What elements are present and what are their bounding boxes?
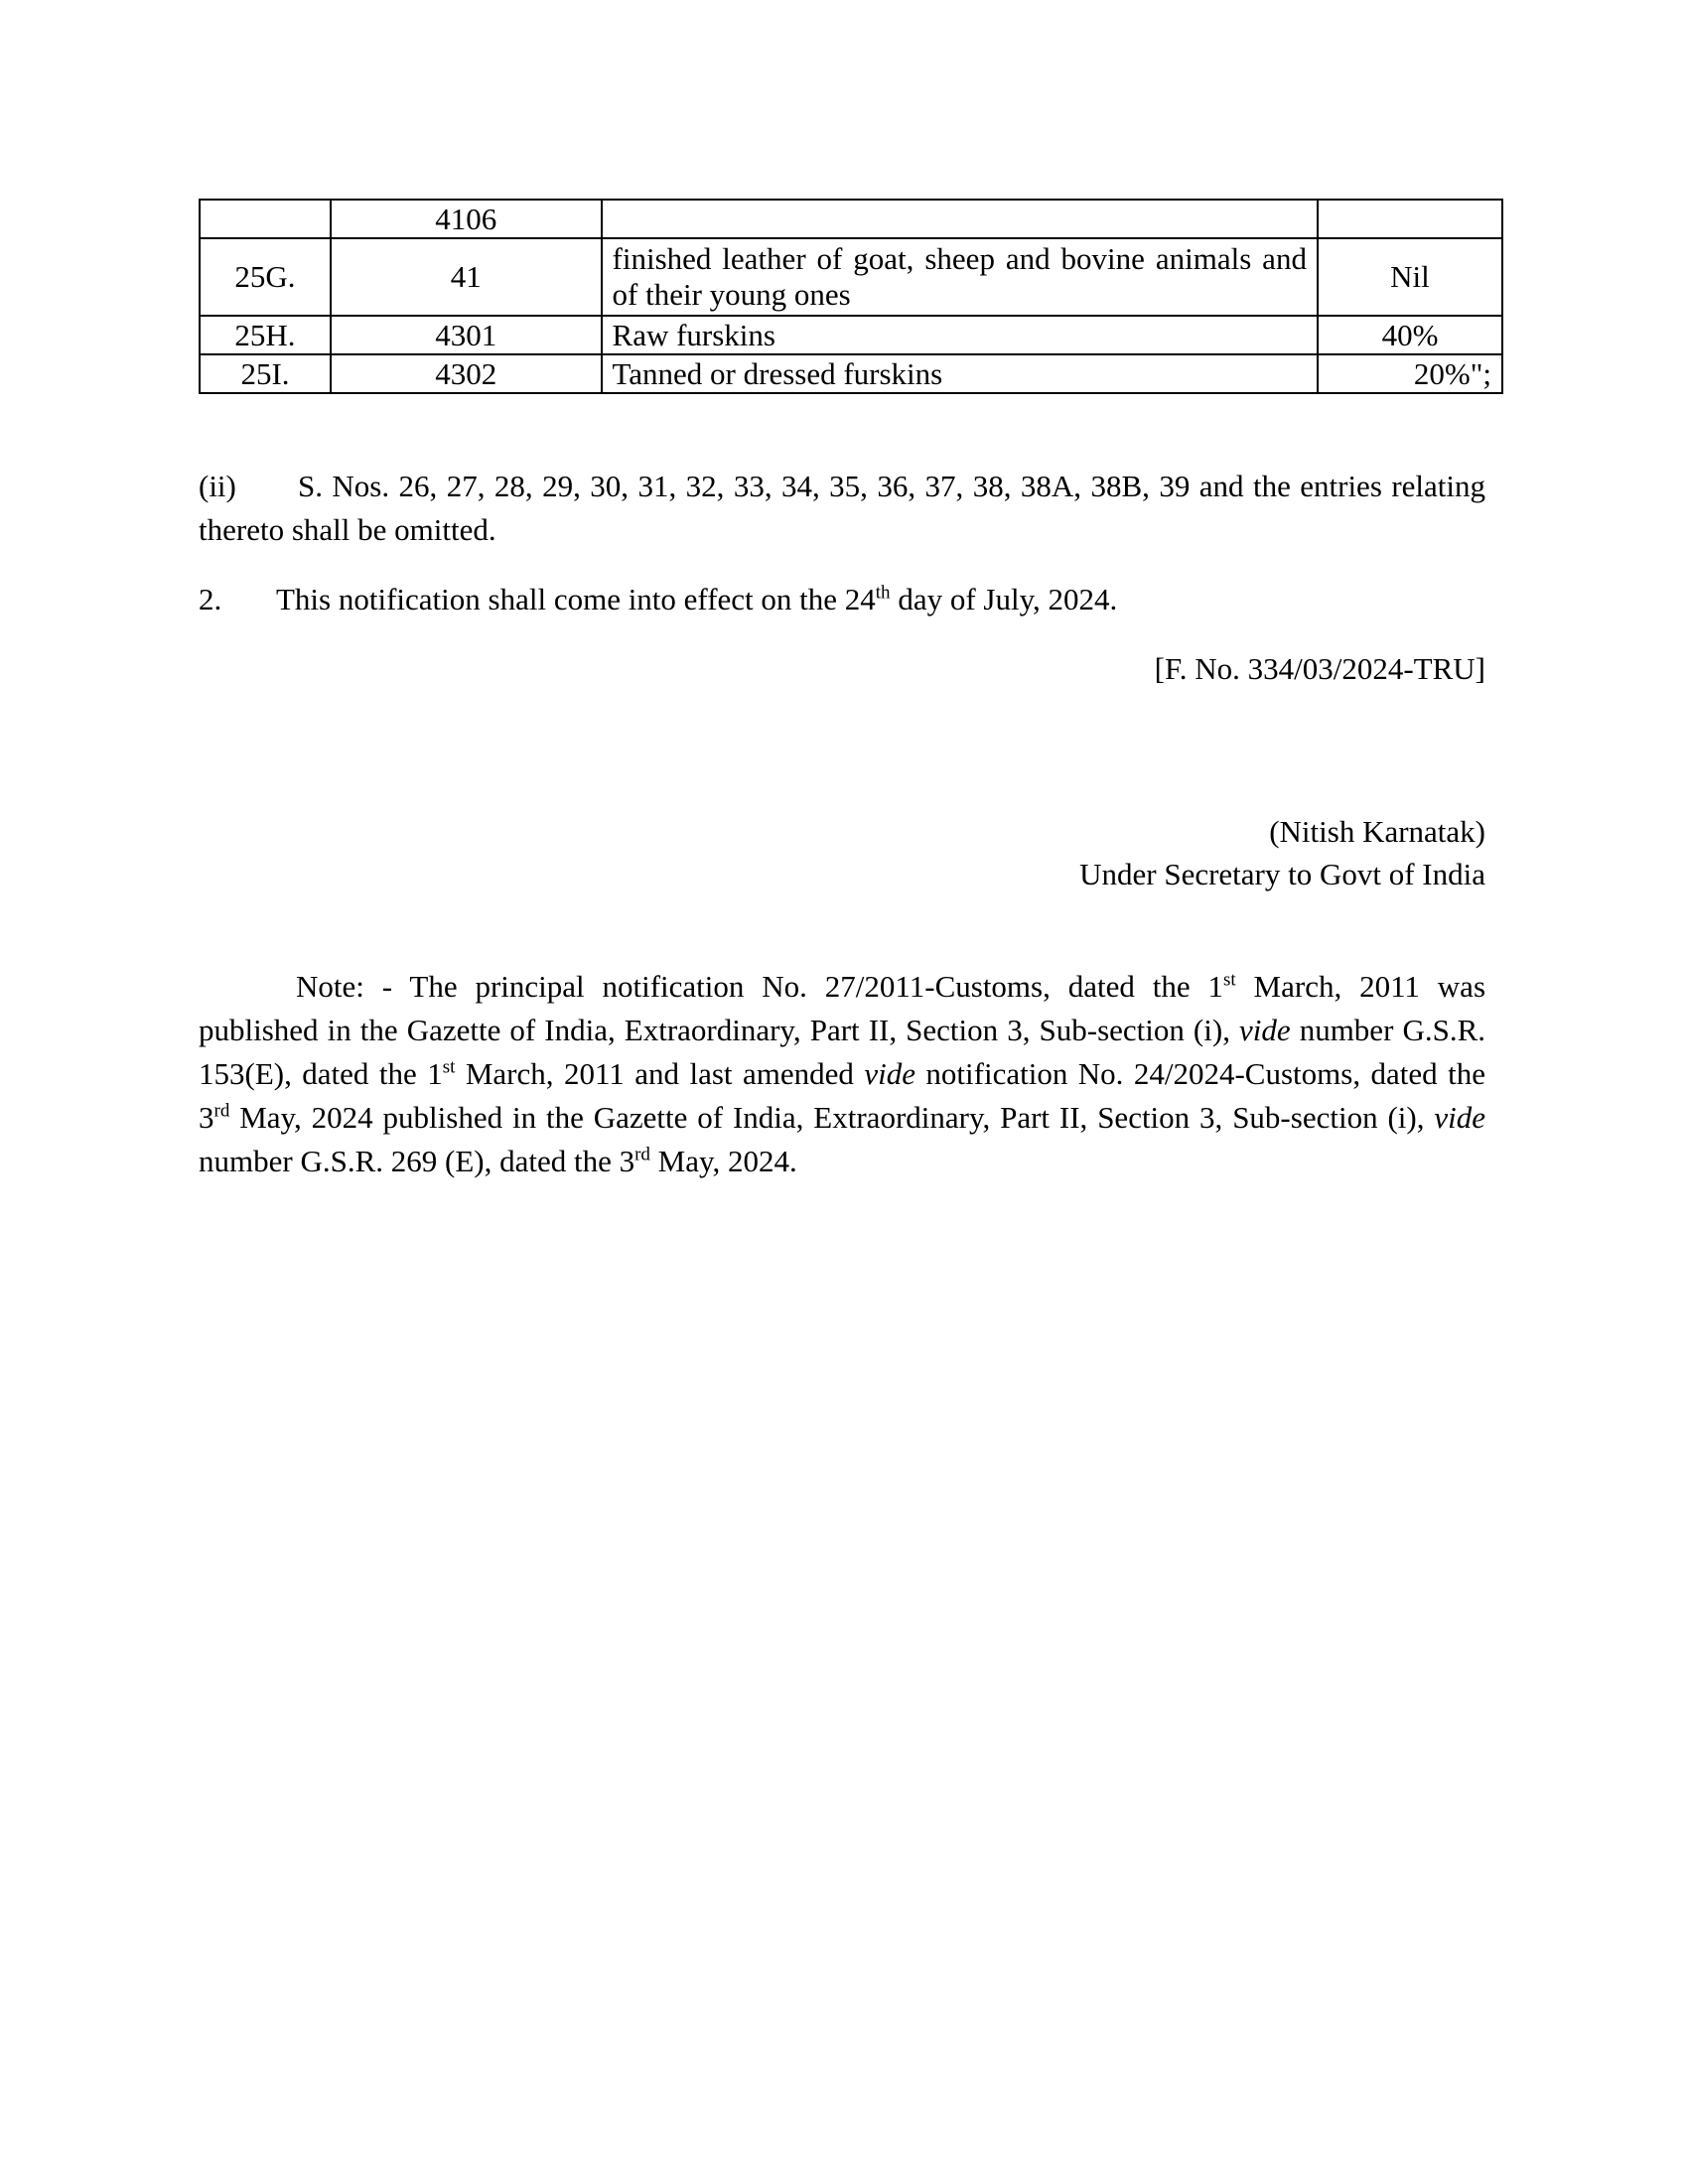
clause-text: S. Nos. 26, 27, 28, 29, 30, 31, 32, 33, 34, 35, 36, 37, 38, 38A, 38B, 39 and the entries relating thereto shall be omitted. (199, 469, 1485, 547)
note-text: Note: - The principal notification No. 27/2011-Customs, dated the 1 (296, 969, 1223, 1004)
tariff-heading-cell: 4302 (331, 354, 602, 393)
signatory-name: (Nitish Karnatak) (1269, 814, 1485, 849)
duty-rate-cell: 20%"; (1318, 354, 1502, 393)
table-row (200, 200, 1502, 238)
note-text: May, 2024. (649, 1144, 797, 1178)
serial-number-cell (200, 200, 331, 238)
signatory-designation: Under Secretary to Govt of India (1079, 857, 1485, 891)
effective-text-end: day of July, 2024. (890, 582, 1118, 616)
note-text: number G.S.R. 153(E), dated the 1 (199, 1013, 1485, 1091)
effective-date-paragraph (199, 578, 1485, 621)
ordinal-suffix: rd (213, 1100, 230, 1122)
note-text: number G.S.R. 269 (E), dated the 3 (199, 1144, 635, 1178)
tariff-heading-cell: 4106 (331, 200, 602, 238)
note-text: March, 2011 and last amended (455, 1056, 865, 1091)
duty-rate-cell (1318, 200, 1502, 238)
tariff-heading-cell: 4301 (331, 316, 602, 354)
ordinal-suffix: st (442, 1056, 456, 1078)
note-text: March, 2011 was published in the Gazette of India, Extraordinary, Part II, Section 3, Sub-section (i), (199, 969, 1486, 1047)
effective-text-start: This notification shall come into effect on the 24 (276, 582, 876, 616)
tariff-heading-cell: 41 (331, 238, 602, 316)
duty-rate-cell: 40% (1318, 316, 1502, 354)
description-cell: Raw furskins (602, 316, 1318, 354)
note-paragraph (199, 965, 1485, 1183)
note-text: notification No. 24/2024-Customs, dated the 3 (199, 1056, 1485, 1135)
serial-number-cell: 25G. (200, 238, 331, 316)
table-row (200, 354, 1502, 393)
table-row (200, 238, 1502, 316)
vide-italic: vide (1239, 1013, 1291, 1047)
clause-ii-paragraph (199, 465, 1485, 552)
tariff-table (199, 199, 1503, 394)
duty-rate-cell: Nil (1318, 238, 1502, 316)
paragraph-number: 2. (199, 582, 222, 616)
vide-italic: vide (1434, 1100, 1485, 1135)
table-row (200, 316, 1502, 354)
serial-number-cell: 25H. (200, 316, 331, 354)
ordinal-suffix: rd (634, 1144, 650, 1165)
ordinal-suffix: th (875, 582, 891, 604)
vide-italic: vide (864, 1056, 915, 1091)
description-cell (602, 200, 1318, 238)
serial-number-cell: 25I. (200, 354, 331, 393)
description-cell: finished leather of goat, sheep and bovine animals and of their young ones (602, 238, 1318, 316)
ordinal-suffix: st (1222, 969, 1236, 991)
file-number: [F. No. 334/03/2024-TRU] (1154, 651, 1485, 686)
description-cell: Tanned or dressed furskins (602, 354, 1318, 393)
clause-label: (ii) (199, 469, 236, 503)
note-text: May, 2024 published in the Gazette of India, Extraordinary, Part II, Section 3, Sub-section (i), (229, 1100, 1435, 1135)
